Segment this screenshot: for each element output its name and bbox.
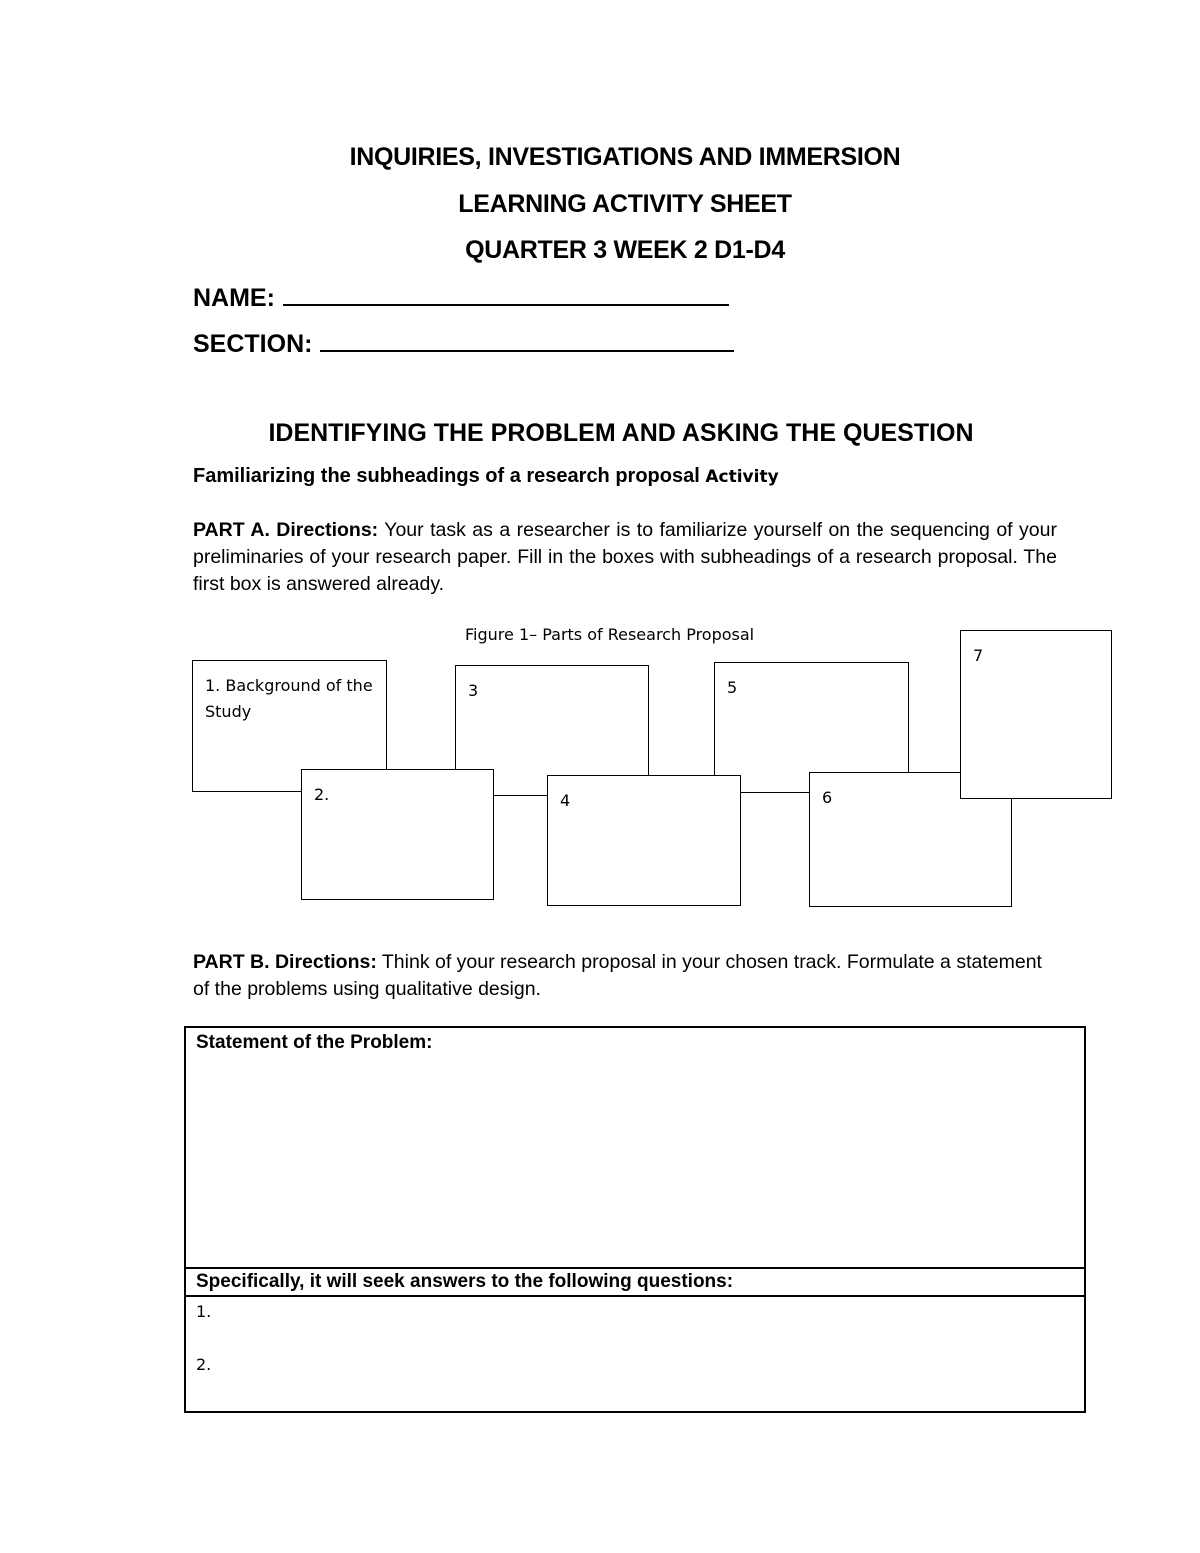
part-a-directions (193, 517, 1057, 598)
title-line-1: INQUIRIES, INVESTIGATIONS AND IMMERSION (349, 143, 901, 171)
figure-caption: Figure 1– Parts of Research Proposal (465, 625, 755, 644)
proposal-box-7[interactable] (960, 630, 1112, 799)
box-2-label: 2. (314, 785, 330, 804)
part-a-label: PART A. Directions: (193, 519, 379, 541)
subheading-activity: Activity (705, 467, 779, 487)
section-field (193, 328, 734, 359)
question-item-2[interactable]: 2. (196, 1355, 212, 1374)
statement-label: Statement of the Problem: (196, 1032, 433, 1053)
box-6-label: 6 (822, 788, 833, 807)
box-3-label: 3 (468, 681, 479, 700)
name-field (193, 282, 729, 313)
statement-answer-area[interactable] (186, 1058, 1084, 1263)
part-a-text: Your task as a researcher is to familiarize yourself on the sequencing of your preliminaries of your research paper. Fill in the boxes with subheadings of a research proposal. The first box is answered already. (193, 519, 1057, 595)
name-blank[interactable] (283, 282, 729, 306)
part-b-text: Think of your research proposal in your chosen track. Formulate a statement of the problems using qualitative design. (193, 951, 1042, 1000)
box-7-label: 7 (973, 646, 984, 665)
table-divider-1 (186, 1267, 1084, 1269)
part-b-label: PART B. Directions: (193, 951, 377, 973)
lesson-heading: IDENTIFYING THE PROBLEM AND ASKING THE QUESTION (268, 419, 974, 447)
section-blank[interactable] (320, 328, 734, 352)
part-b-directions (193, 949, 1063, 1003)
lesson-subheading (193, 465, 779, 488)
title-line-2: LEARNING ACTIVITY SHEET (458, 190, 792, 218)
name-label: NAME: (193, 284, 275, 312)
proposal-box-2[interactable] (301, 769, 494, 900)
problem-statement-table (184, 1026, 1086, 1413)
proposal-box-4[interactable] (547, 775, 741, 906)
questions-label: Specifically, it will seek answers to the following questions: (196, 1271, 734, 1292)
title-line-3: QUARTER 3 WEEK 2 D1-D4 (465, 236, 785, 264)
section-label: SECTION: (193, 330, 313, 358)
box-1-label: 1. Background of the Study (205, 676, 373, 721)
box-4-label: 4 (560, 791, 571, 810)
question-item-1[interactable]: 1. (196, 1302, 212, 1321)
subheading-text: Familiarizing the subheadings of a research proposal (193, 465, 700, 487)
box-5-label: 5 (727, 678, 738, 697)
table-divider-2 (186, 1295, 1084, 1297)
